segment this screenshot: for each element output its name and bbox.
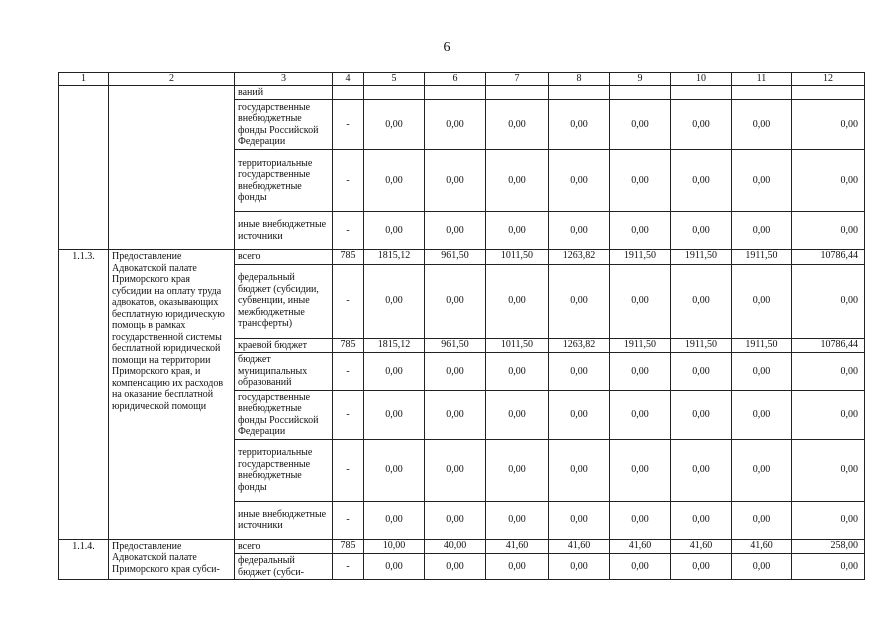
funding-source-cell: иные внебюджетные источники — [235, 212, 333, 250]
value-cell: 258,00 — [792, 539, 865, 554]
value-cell: 1263,82 — [549, 338, 610, 353]
value-cell — [364, 85, 425, 100]
value-cell: 0,00 — [792, 264, 865, 338]
value-cell: 1911,50 — [732, 250, 792, 265]
value-cell: 0,00 — [425, 439, 486, 501]
header-cell: 3 — [235, 73, 333, 86]
funding-source-cell: ваний — [235, 85, 333, 100]
value-cell: 0,00 — [792, 554, 865, 580]
value-cell: 0,00 — [732, 439, 792, 501]
value-cell: 961,50 — [425, 250, 486, 265]
value-cell: 41,60 — [610, 539, 671, 554]
value-cell: 0,00 — [732, 501, 792, 539]
value-cell: 0,00 — [549, 390, 610, 439]
value-cell: 0,00 — [364, 439, 425, 501]
value-cell: 0,00 — [549, 501, 610, 539]
value-cell: 0,00 — [549, 100, 610, 150]
funding-source-cell: краевой бюджет — [235, 338, 333, 353]
header-cell: 5 — [364, 73, 425, 86]
value-cell: 0,00 — [549, 150, 610, 212]
value-cell: 41,60 — [671, 539, 732, 554]
funding-source-cell: федеральный бюджет (субсидии, субвенции, иные межбюджетные трансферты) — [235, 264, 333, 338]
value-cell: 0,00 — [792, 439, 865, 501]
funding-source-cell: бюджет муниципальных образований — [235, 353, 333, 391]
value-cell: 0,00 — [364, 100, 425, 150]
table-header-row — [59, 73, 865, 86]
value-cell: 0,00 — [549, 439, 610, 501]
value-cell: 0,00 — [732, 150, 792, 212]
value-cell — [671, 85, 732, 100]
value-cell: 0,00 — [364, 212, 425, 250]
value-cell: 0,00 — [364, 501, 425, 539]
value-cell: 0,00 — [732, 554, 792, 580]
value-cell: 0,00 — [671, 264, 732, 338]
value-cell — [732, 85, 792, 100]
value-cell: 41,60 — [549, 539, 610, 554]
funding-source-cell: государственные внебюджетные фонды Российской Федерации — [235, 390, 333, 439]
code-cell — [333, 85, 364, 100]
table-row — [59, 85, 865, 100]
value-cell: 0,00 — [425, 100, 486, 150]
value-cell: 0,00 — [610, 554, 671, 580]
value-cell: 0,00 — [610, 501, 671, 539]
item-name-cell: Предоставление Адвокатской палате Приморского края субсидии на оплату труда адвокатов, оказывающих бесплатную юридическую помощь в рамках государственной системы бесплатной юридической помощи на территории Приморского края, и компенсацию их расходов на оказание бесплатной юридической помощи — [109, 250, 235, 540]
value-cell — [425, 85, 486, 100]
code-cell: - — [333, 501, 364, 539]
value-cell: 1911,50 — [671, 250, 732, 265]
value-cell: 0,00 — [671, 150, 732, 212]
value-cell: 1011,50 — [486, 338, 549, 353]
code-cell: - — [333, 100, 364, 150]
value-cell: 0,00 — [486, 501, 549, 539]
value-cell: 0,00 — [425, 554, 486, 580]
code-cell: - — [333, 554, 364, 580]
code-cell: - — [333, 390, 364, 439]
header-cell: 2 — [109, 73, 235, 86]
header-cell: 10 — [671, 73, 732, 86]
header-cell: 6 — [425, 73, 486, 86]
value-cell: 0,00 — [671, 439, 732, 501]
value-cell: 0,00 — [486, 439, 549, 501]
header-cell: 8 — [549, 73, 610, 86]
value-cell: 10,00 — [364, 539, 425, 554]
value-cell: 1815,12 — [364, 338, 425, 353]
value-cell: 0,00 — [732, 264, 792, 338]
value-cell: 0,00 — [486, 390, 549, 439]
funding-source-cell: территориальные государственные внебюджетные фонды — [235, 150, 333, 212]
value-cell: 0,00 — [671, 212, 732, 250]
header-cell: 12 — [792, 73, 865, 86]
funding-source-cell: федеральный бюджет (субси- — [235, 554, 333, 580]
value-cell: 0,00 — [671, 501, 732, 539]
value-cell: 0,00 — [610, 264, 671, 338]
value-cell: 0,00 — [792, 212, 865, 250]
value-cell: 1911,50 — [610, 338, 671, 353]
value-cell: 1011,50 — [486, 250, 549, 265]
header-cell: 11 — [732, 73, 792, 86]
value-cell: 0,00 — [732, 353, 792, 391]
value-cell: 0,00 — [364, 554, 425, 580]
item-number-cell: 1.1.4. — [59, 539, 109, 580]
table-row — [59, 250, 865, 265]
value-cell: 0,00 — [425, 264, 486, 338]
value-cell: 1815,12 — [364, 250, 425, 265]
value-cell: 0,00 — [549, 212, 610, 250]
item-name-cell: Предоставление Адвокатской палате Приморского края субси- — [109, 539, 235, 580]
value-cell: 0,00 — [610, 150, 671, 212]
value-cell: 1911,50 — [671, 338, 732, 353]
code-cell: - — [333, 264, 364, 338]
header-cell: 7 — [486, 73, 549, 86]
value-cell: 0,00 — [486, 100, 549, 150]
value-cell: 41,60 — [486, 539, 549, 554]
value-cell — [549, 85, 610, 100]
value-cell: 0,00 — [364, 353, 425, 391]
funding-source-cell: иные внебюджетные источники — [235, 501, 333, 539]
code-cell: - — [333, 353, 364, 391]
value-cell: 41,60 — [732, 539, 792, 554]
value-cell: 0,00 — [792, 390, 865, 439]
item-name-cell — [109, 85, 235, 250]
value-cell: 0,00 — [671, 353, 732, 391]
header-cell: 9 — [610, 73, 671, 86]
funding-source-cell: всего — [235, 250, 333, 265]
value-cell: 0,00 — [610, 439, 671, 501]
value-cell — [792, 85, 865, 100]
value-cell: 0,00 — [486, 264, 549, 338]
value-cell: 0,00 — [732, 212, 792, 250]
value-cell: 0,00 — [425, 353, 486, 391]
header-cell: 4 — [333, 73, 364, 86]
funding-source-cell: всего — [235, 539, 333, 554]
value-cell: 0,00 — [364, 264, 425, 338]
value-cell: 0,00 — [792, 501, 865, 539]
value-cell: 0,00 — [792, 353, 865, 391]
value-cell: 1911,50 — [732, 338, 792, 353]
value-cell: 0,00 — [425, 501, 486, 539]
value-cell: 0,00 — [732, 390, 792, 439]
code-cell: - — [333, 439, 364, 501]
value-cell: 0,00 — [610, 100, 671, 150]
value-cell: 0,00 — [549, 554, 610, 580]
item-number-cell — [59, 85, 109, 250]
budget-table — [58, 72, 865, 580]
item-number-cell: 1.1.3. — [59, 250, 109, 540]
code-cell: - — [333, 150, 364, 212]
value-cell: 0,00 — [549, 353, 610, 391]
funding-source-cell: территориальные государственные внебюджетные фонды — [235, 439, 333, 501]
value-cell: 0,00 — [732, 100, 792, 150]
code-cell: 785 — [333, 338, 364, 353]
header-cell: 1 — [59, 73, 109, 86]
value-cell: 0,00 — [486, 150, 549, 212]
value-cell: 0,00 — [425, 212, 486, 250]
value-cell: 0,00 — [671, 390, 732, 439]
value-cell: 0,00 — [610, 353, 671, 391]
value-cell: 0,00 — [364, 150, 425, 212]
value-cell: 0,00 — [364, 390, 425, 439]
value-cell: 0,00 — [486, 353, 549, 391]
value-cell: 0,00 — [792, 150, 865, 212]
code-cell: 785 — [333, 539, 364, 554]
value-cell: 1263,82 — [549, 250, 610, 265]
value-cell: 0,00 — [671, 554, 732, 580]
value-cell: 0,00 — [425, 390, 486, 439]
value-cell: 0,00 — [610, 390, 671, 439]
value-cell: 0,00 — [549, 264, 610, 338]
value-cell: 0,00 — [486, 212, 549, 250]
value-cell: 0,00 — [486, 554, 549, 580]
value-cell: 961,50 — [425, 338, 486, 353]
code-cell: 785 — [333, 250, 364, 265]
funding-source-cell: государственные внебюджетные фонды Российской Федерации — [235, 100, 333, 150]
value-cell: 0,00 — [610, 212, 671, 250]
value-cell: 40,00 — [425, 539, 486, 554]
code-cell: - — [333, 212, 364, 250]
value-cell — [610, 85, 671, 100]
page-number: 6 — [443, 40, 451, 55]
value-cell: 10786,44 — [792, 250, 865, 265]
value-cell — [486, 85, 549, 100]
value-cell: 1911,50 — [610, 250, 671, 265]
value-cell: 0,00 — [671, 100, 732, 150]
value-cell: 10786,44 — [792, 338, 865, 353]
value-cell: 0,00 — [792, 100, 865, 150]
value-cell: 0,00 — [425, 150, 486, 212]
table-row — [59, 539, 865, 554]
